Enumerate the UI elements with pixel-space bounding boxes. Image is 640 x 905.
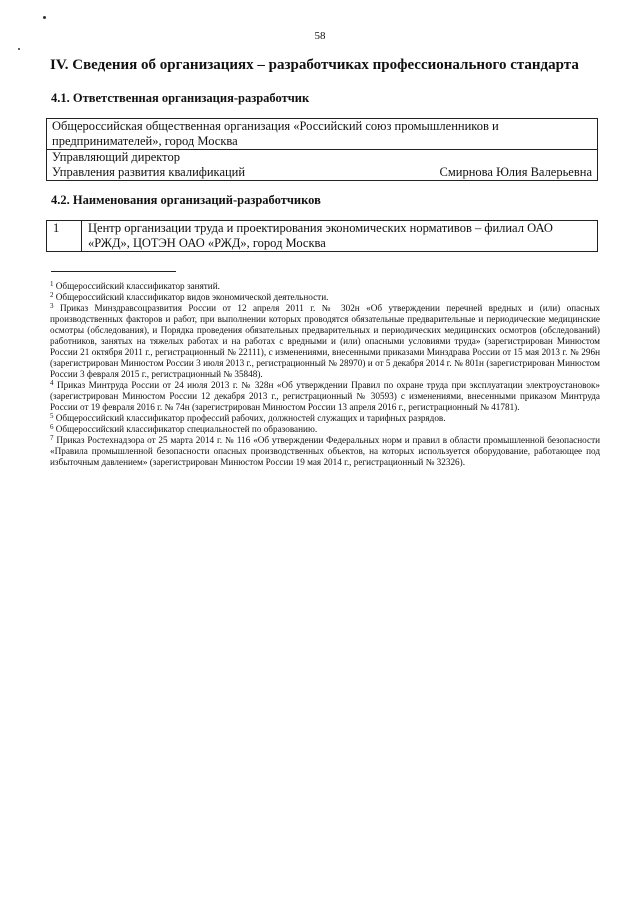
scan-mark <box>18 48 20 50</box>
footnote-separator <box>51 271 176 272</box>
footnote-text: Приказ Минтруда России от 24 июля 2013 г. № 328н «Об утверждении Правил по охране труда при эксплуатации электроустановок» (зарегистрирован Минюстом России 12 декабря 2013 г., регистрационный № 30593) с изменениями, внесенными приказом Минтруда России от 19 февраля 2016 г. № 74н (зарегистрирован Минюстом России 13 апреля 2016 г., регистрационный № 41781). <box>50 380 601 412</box>
section-title: IV. Сведения об организациях – разработчиках профессионального стандарта <box>50 57 579 73</box>
developers-heading: 4.2. Наименования организаций-разработчиков <box>51 193 321 207</box>
footnotes <box>50 281 600 468</box>
footnote <box>50 292 600 303</box>
position-line-2-row <box>52 165 592 180</box>
footnote-text: Общероссийский классификатор видов экономической деятельности. <box>55 292 329 302</box>
footnote <box>50 413 600 424</box>
responsible-organization: Общероссийская общественная организация «Российский союз промышленников и предпринимателей», город Москва <box>52 119 499 148</box>
developer-name: Центр организации труда и проектирования экономических нормативов – филиал ОАО «РЖД», ЦОТЭН ОАО «РЖД», город Москва <box>88 221 553 250</box>
footnote-mark: 3 <box>50 302 54 310</box>
footnote-text: Общероссийский классификатор специальностей по образованию. <box>55 424 318 434</box>
footnote-text: Приказ Минздравсоцразвития России от 12 апреля 2011 г. № 302н «Об утверждении перечней вредных и (или) опасных производственных факторов и работ, при выполнении которых проводятся обязательные предварительные и периодические медицинские осмотры (обследования), и Порядка проведения обязательных предварительных и периодических медицинских осмотров (обследований) работников, занятых на тяжелых работах и на работах с вредными и (или) опасными условиями труда» (зарегистрирован Минюстом России 21 октября 2011 г., регистрационный № 22111), с изменениями, внесенными приказами Минздрава России от 15 мая 2013 г. № 296н (зарегистрирован Минюстом России 3 июля 2013 г., регистрационный № 28970) и от 5 декабря 2014 г. № 801н (зарегистрирован Минюстом России 3 февраля 2015 г., регистрационный № 35848). <box>50 303 601 379</box>
scan-mark <box>43 16 46 19</box>
footnote-text: Общероссийский классификатор профессий рабочих, должностей служащих и тарифных разрядов. <box>55 413 446 423</box>
footnote <box>50 380 600 413</box>
responsible-heading: 4.1. Ответственная организация-разработчик <box>51 91 310 105</box>
page-number: 58 <box>314 30 326 42</box>
footnote-mark: 4 <box>50 379 54 387</box>
footnote <box>50 424 600 435</box>
developer-number: 1 <box>47 221 82 251</box>
footnote <box>50 303 600 380</box>
footnote-mark: 1 <box>50 280 54 288</box>
position-line-1: Управляющий директор <box>52 150 180 164</box>
position-line-2: Управления развития квалификаций <box>52 165 246 179</box>
footnote <box>50 281 600 292</box>
responsible-table <box>46 118 598 181</box>
footnote-mark: 7 <box>50 434 54 442</box>
footnote-mark: 5 <box>50 412 54 420</box>
footnote-mark: 2 <box>50 291 54 299</box>
footnote <box>50 435 600 468</box>
responsible-person: Смирнова Юлия Валерьевна <box>439 165 592 179</box>
footnote-text: Общероссийский классификатор занятий. <box>55 281 220 291</box>
footnote-mark: 6 <box>50 423 54 431</box>
footnote-text: Приказ Ростехнадзора от 25 марта 2014 г. № 116 «Об утверждении Федеральных норм и правил в области промышленной безопасности «Правила промышленной безопасности опасных производственных объектов, на которых используется оборудование, работающее под избыточным давлением» (зарегистрирован Минюстом России 19 мая 2014 г., регистрационный № 32326). <box>50 435 600 467</box>
responsible-position-row <box>47 149 597 180</box>
developers-table-row <box>46 220 598 252</box>
